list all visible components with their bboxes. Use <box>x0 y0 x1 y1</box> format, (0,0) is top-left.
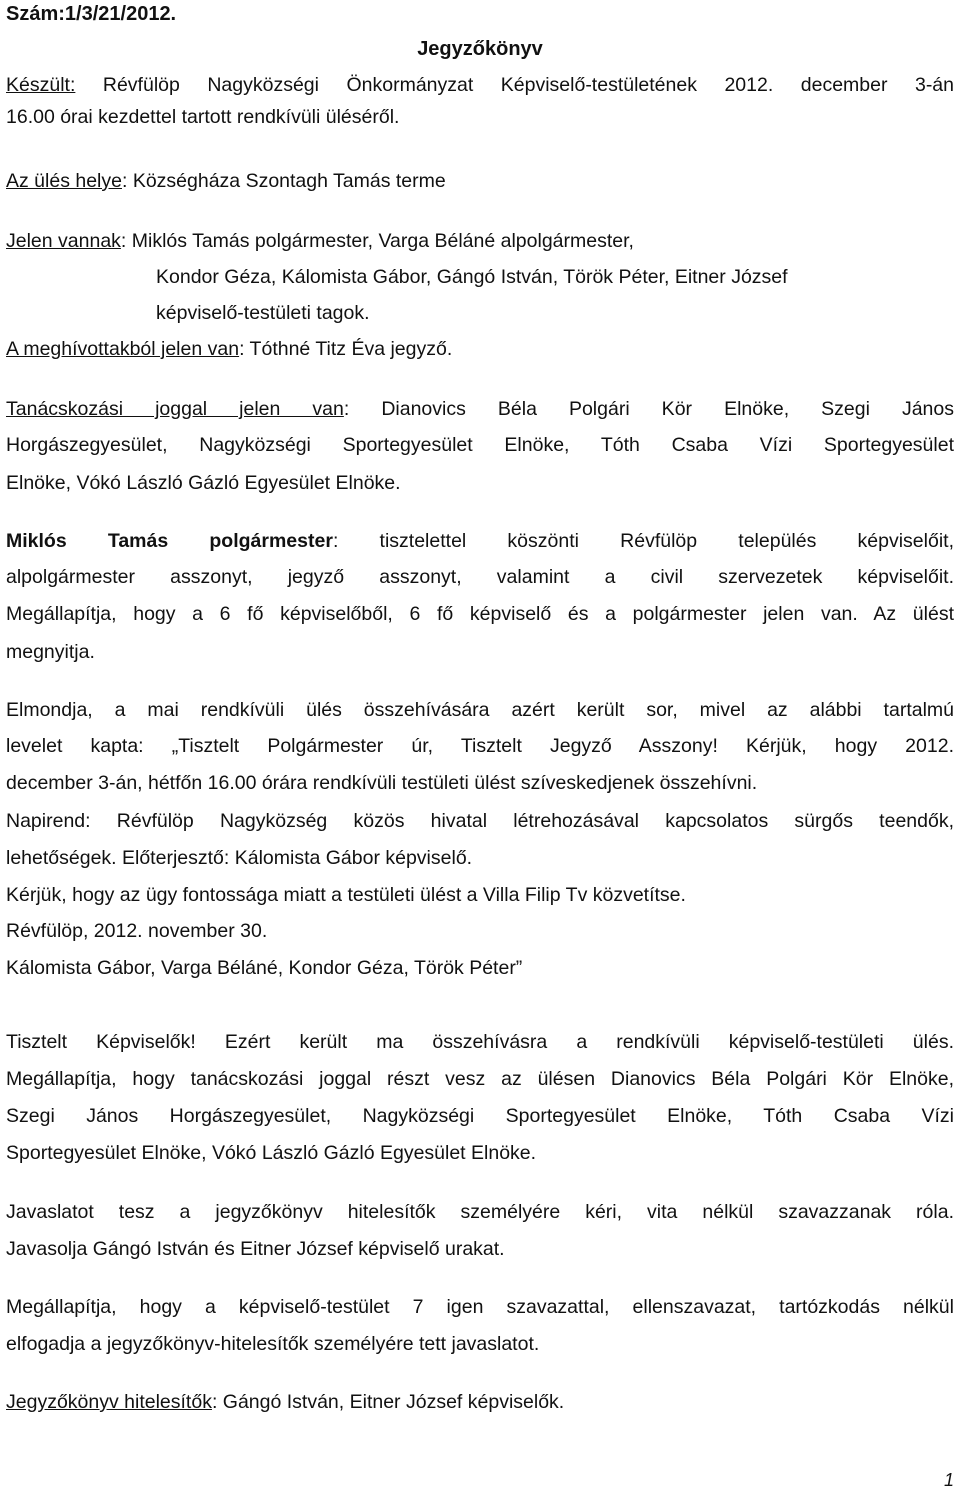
miklos-line-2: alpolgármester asszonyt, jegyző asszonyt, valamint a civil szervezetek képviselőit. <box>6 566 954 588</box>
megallapitja-line-2: elfogadja a jegyzőkönyv-hitelesítők személyére tett javaslatot. <box>6 1333 540 1355</box>
keszult-label: Készült: <box>6 74 76 96</box>
miklos-line-1 <box>6 528 954 554</box>
elmondja-line-3: december 3-án, hétfőn 16.00 órára rendkívüli testületi ülést szíveskedjenek összehívni. <box>6 772 758 794</box>
document-title: Jegyzőkönyv <box>417 38 543 60</box>
jelen-line-1 <box>6 228 954 254</box>
tanacskozasi-text-1: : Dianovics Béla Polgári Kör Elnöke, Szegi János <box>343 398 954 420</box>
elmondja-line-1: Elmondja, a mai rendkívüli ülés összehívására azért került sor, mivel az alábbi tartalmú <box>6 699 954 721</box>
tanacskozasi-line-2: Horgászegyesület, Nagyközségi Sportegyesület Elnöke, Tóth Csaba Vízi Sportegyesület <box>6 434 954 456</box>
keszult-line-1 <box>6 72 954 98</box>
ules-helye-text: : Községháza Szontagh Tamás terme <box>121 170 446 192</box>
megallapitja-line-1: Megállapítja, hogy a képviselő-testület 7 igen szavazattal, ellenszavazat, tartózkodás nélkül <box>6 1296 954 1318</box>
jelen-label: Jelen vannak <box>6 230 121 252</box>
hitelesitok-text: : Gángó István, Eitner József képviselők. <box>211 1391 565 1413</box>
elmondja-line-4: Napirend: Révfülöp Nagyközség közös hivatal létrehozásával kapcsolatos sürgős teendők, <box>6 810 954 832</box>
elmondja-line-7: Révfülöp, 2012. november 30. <box>6 920 268 942</box>
ules-helye-line <box>6 168 954 194</box>
tisztelt-line-3: Szegi János Horgászegyesület, Nagyközségi Sportegyesület Elnöke, Tóth Csaba Vízi <box>6 1105 954 1127</box>
elmondja-line-6: Kérjük, hogy az ügy fontossága miatt a testületi ülést a Villa Filip Tv közvetítse. <box>6 884 686 906</box>
elmondja-line-2: levelet kapta: „Tisztelt Polgármester úr, Tisztelt Jegyző Asszony! Kérjük, hogy 2012. <box>6 735 954 757</box>
tanacskozasi-line-3: Elnöke, Vókó László Gázló Egyesület Elnöke. <box>6 472 401 494</box>
tisztelt-line-4: Sportegyesület Elnöke, Vókó László Gázló Egyesület Elnöke. <box>6 1142 537 1164</box>
document-number: Szám:1/3/21/2012. <box>6 3 177 25</box>
tanacskozasi-line-1 <box>6 396 954 422</box>
elmondja-line-8: Kálomista Gábor, Varga Béláné, Kondor Géza, Török Péter” <box>6 957 523 979</box>
keszult-line-2: 16.00 órai kezdettel tartott rendkívüli üléséről. <box>6 106 400 128</box>
tisztelt-line-1: Tisztelt Képviselők! Ezért került ma összehívásra a rendkívüli képviselő-testületi ülés. <box>6 1031 954 1053</box>
miklos-text-1: : tisztelettel köszönti Révfülöp település képviselőit, <box>332 530 954 552</box>
miklos-line-3: Megállapítja, hogy a 6 fő képviselőből, 6 fő képviselő és a polgármester jelen van. Az ülést <box>6 603 954 625</box>
miklos-label: Miklós Tamás polgármester <box>6 530 333 552</box>
jelen-text-1: : Miklós Tamás polgármester, Varga Béláné alpolgármester, <box>120 230 634 252</box>
jelen-line-2: Kondor Géza, Kálomista Gábor, Gángó István, Török Péter, Eitner József <box>156 266 788 288</box>
javaslat-line-1: Javaslatot tesz a jegyzőkönyv hitelesítők személyére kéri, vita nélkül szavazzanak róla. <box>6 1201 954 1223</box>
elmondja-line-5: lehetőségek. Előterjesztő: Kálomista Gábor képviselő. <box>6 847 473 869</box>
hitelesitok-label: Jegyzőkönyv hitelesítők <box>6 1391 212 1413</box>
page-number: 1 <box>943 1470 954 1490</box>
meghivottak-text: : Tóthné Titz Éva jegyző. <box>239 338 453 360</box>
meghivottak-label: A meghívottakból jelen van <box>6 338 240 360</box>
ules-helye-label: Az ülés helye <box>6 170 122 192</box>
meghivottak-line <box>6 336 954 362</box>
tisztelt-line-2: Megállapítja, hogy tanácskozási joggal részt vesz az ülésen Dianovics Béla Polgári Kör Elnöke, <box>6 1068 954 1090</box>
miklos-line-4: megnyitja. <box>6 641 95 663</box>
hitelesitok-line <box>6 1389 954 1415</box>
document-page <box>6 0 954 1491</box>
keszult-text-1: Révfülöp Nagyközségi Önkormányzat Képviselő-testületének 2012. december 3-án <box>75 74 954 96</box>
javaslat-line-2: Javasolja Gángó István és Eitner József képviselő urakat. <box>6 1238 505 1260</box>
tanacskozasi-label: Tanácskozási joggal jelen van <box>6 398 344 420</box>
jelen-line-3: képviselő-testületi tagok. <box>156 302 370 324</box>
